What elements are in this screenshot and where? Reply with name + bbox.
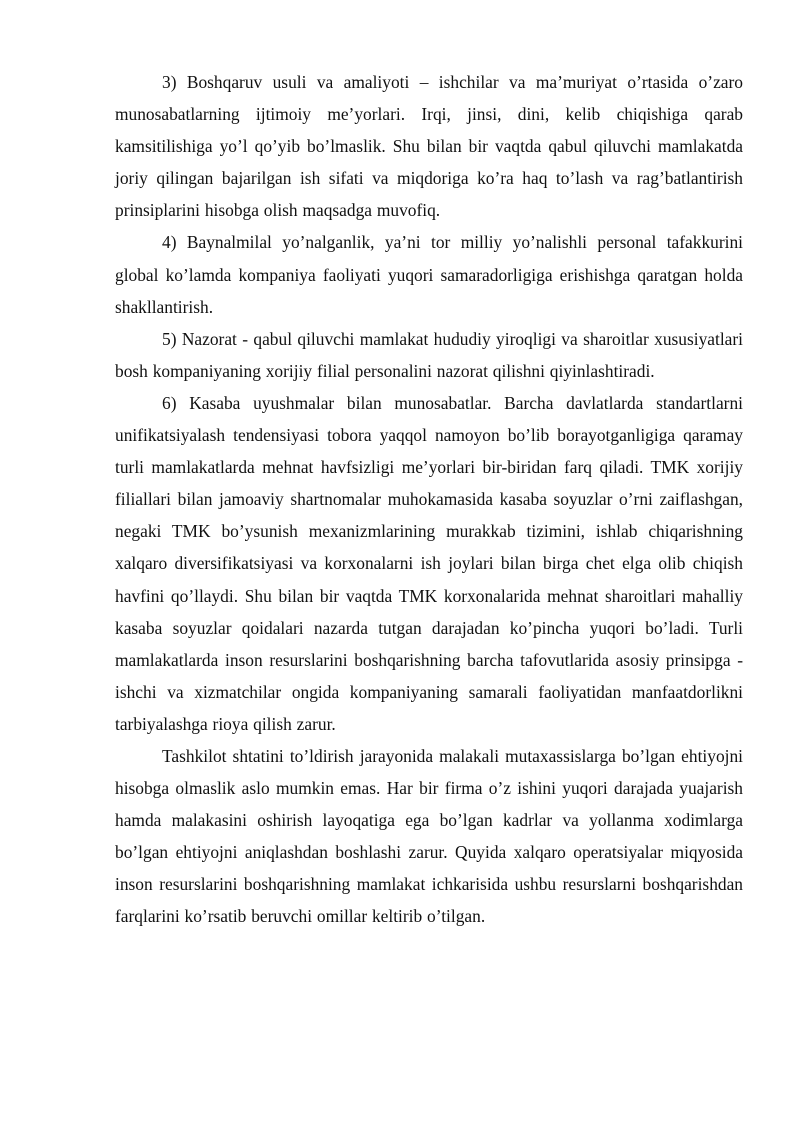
paragraph-control: 5) Nazorat - qabul qiluvchi mamlakat hududiy yiroqligi va sharoitlar xususiyatlari bosh kompaniyaning xorijiy filial personalini nazorat qilishni qiyinlashtiradi. [115,328,743,381]
paragraph-international-orientation: 4) Baynalmilal yo’nalganlik, ya’ni tor milliy yo’nalishli personal tafakkurini global ko’lamda kompaniya faoliyati yuqori samaradorligiga erishishga qaratgan holda shakllantirish. [115,232,743,317]
paragraph-trade-unions: 6) Kasaba uyushmalar bilan munosabatlar. Barcha davlatlarda standartlarni unifikatsiyalash tendensiyasi tobora yaqqol namoyon bo’lib borayotganligiga qaramay turli mamlakatlarda mehnat havfsizligi me’yorlari bir-biridan farq qiladi. TMK xorijiy filiallari bilan jamoaviy shartnomalar muhokamasida kasaba soyuzlar o’rni zaiflashgan, negaki TMK bo’ysunish mexanizmlarining murakkab tizimini, ishlab chiqarishning xalqaro diversifikatsiyasi va korxonalarni ish joylari bilan birga chet elga olib chiqish havfini qo’llaydi. Shu bilan bir vaqtda TMK korxonalarida mehnat sharoitlari mahalliy kasaba soyuzlar qoidalari nazarda tutgan darajadan ko’pincha yuqori bo’ladi. Turli mamlakatlarda inson resurslarini boshqarishning barcha tafovutlarida asosiy prinsipga - ishchi va xizmatchilar ongida kompaniyaning samarali faoliyatidan manfaatdorlikni tarbiyalashga rioya qilish zarur. [115,392,743,734]
paragraph-management-practice: 3) Boshqaruv usuli va amaliyoti – ishchilar va ma’muriyat o’rtasida o’zaro munosabatlarning ijtimoiy me’yorlari. Irqi, jinsi, dini, kelib chiqishiga qarab kamsitilishiga yo’l qo’yib bo’lmaslik. Shu bilan bir vaqtda qabul qiluvchi mamlakatda joriy qilingan bajarilgan ish sifati va miqdoriga ko’ra haq to’lash va rag’batlantirish prinsiplarini hisobga olish maqsadga muvofiq. [115,72,743,221]
paragraph-staffing: Tashkilot shtatini to’ldirish jarayonida malakali mutaxassislarga bo’lgan ehtiyojni hisobga olmaslik aslo mumkin emas. Har bir firma o’z ishini yuqori darajada yuajarish hamda malakasini oshirish layoqatiga ega bo’lgan kadrlar va yollanma xodimlarga bo’lgan ehtiyojni aniqlashdan boshlashi zarur. Quyida xalqaro operatsiyalar miqyosida inson resurslarini boshqarishning mamlakat ichkarisida ushbu resurslarni boshqarishdan farqlarini ko’rsatib beruvchi omillar keltirib o’tilgan. [115,745,743,927]
